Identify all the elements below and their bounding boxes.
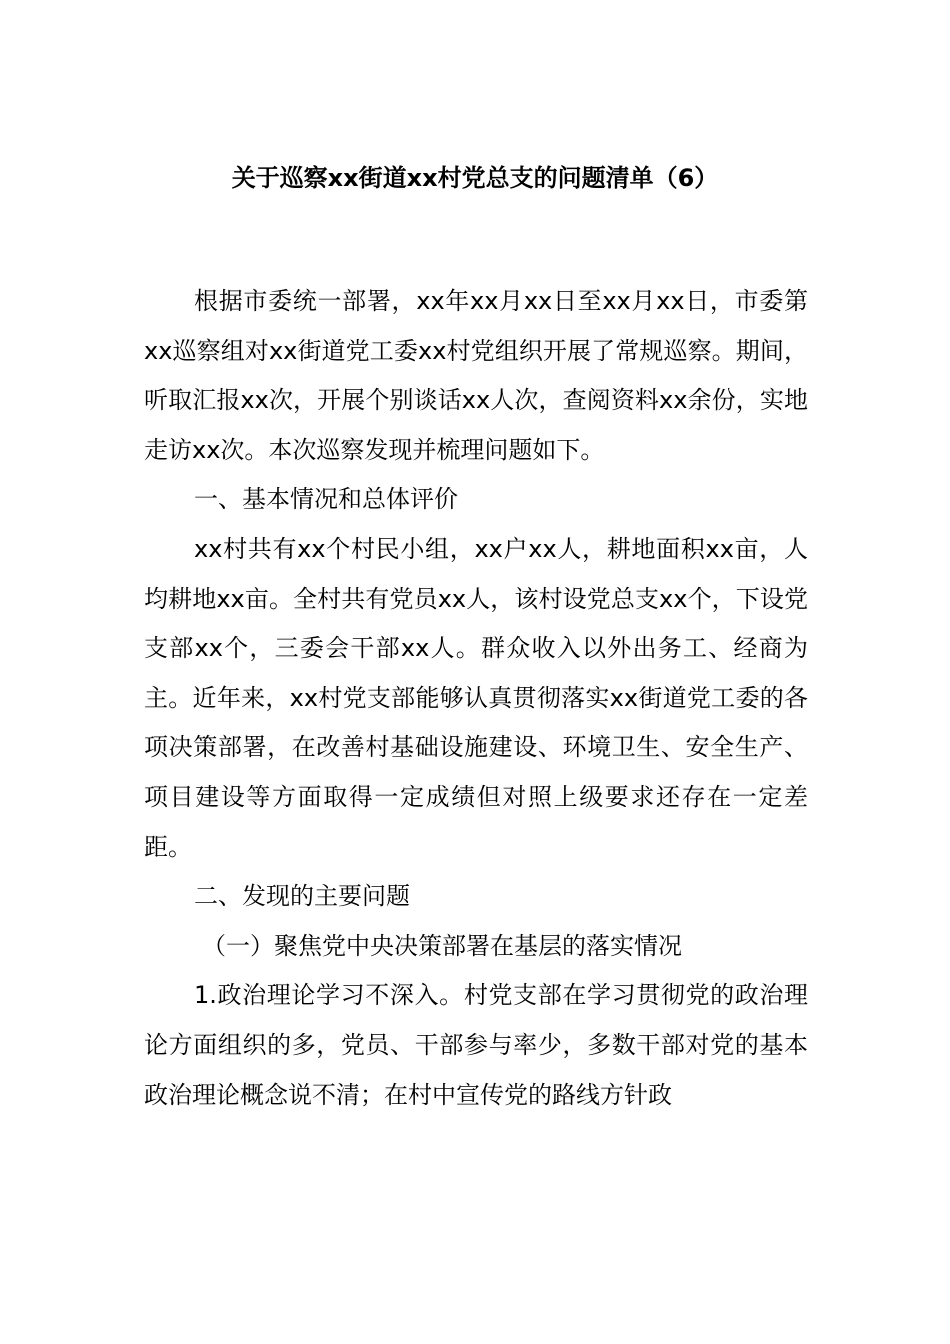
subsection-heading-1: （一）聚焦党中央决策部署在基层的落实情况 (202, 931, 682, 960)
document-title: 关于巡察xx街道xx村党总支的问题清单（6） (231, 164, 719, 192)
basic-situation-paragraph: xx村共有xx个村民小组，xx户xx人，耕地面积xx亩，人均耕地xx亩。全村共有党员xx人，该村设党总支xx个，下设党支部xx个，三委会干部xx人。群众收入以外出务工、经商为主。近年来，xx村党支部能够认真贯彻落实xx街道党工委的各项决策部署，在改善村基础设施建设、环境卫生、安全生产、项目建设等方面取得一定成绩但对照上级要求还存在一定差距。 (144, 534, 808, 861)
problem-paragraph-1: 1.政治理论学习不深入。村党支部在学习贯彻党的政治理论方面组织的多，党员、干部参与率少，多数干部对党的基本政治理论概念说不清；在村中宣传党的路线方针政 (144, 981, 808, 1109)
intro-paragraph: 根据市委统一部署，xx年xx月xx日至xx月xx日，市委第xx巡察组对xx街道党工委xx村党组织开展了常规巡察。期间，听取汇报xx次，开展个别谈话xx人次，查阅资料xx余份，实地走访xx次。本次巡察发现并梳理问题如下。 (144, 287, 808, 464)
section-heading-basic-situation: 一、基本情况和总体评价 (194, 485, 458, 514)
section-heading-main-problems: 二、发现的主要问题 (194, 882, 410, 911)
document-body (144, 277, 808, 1120)
